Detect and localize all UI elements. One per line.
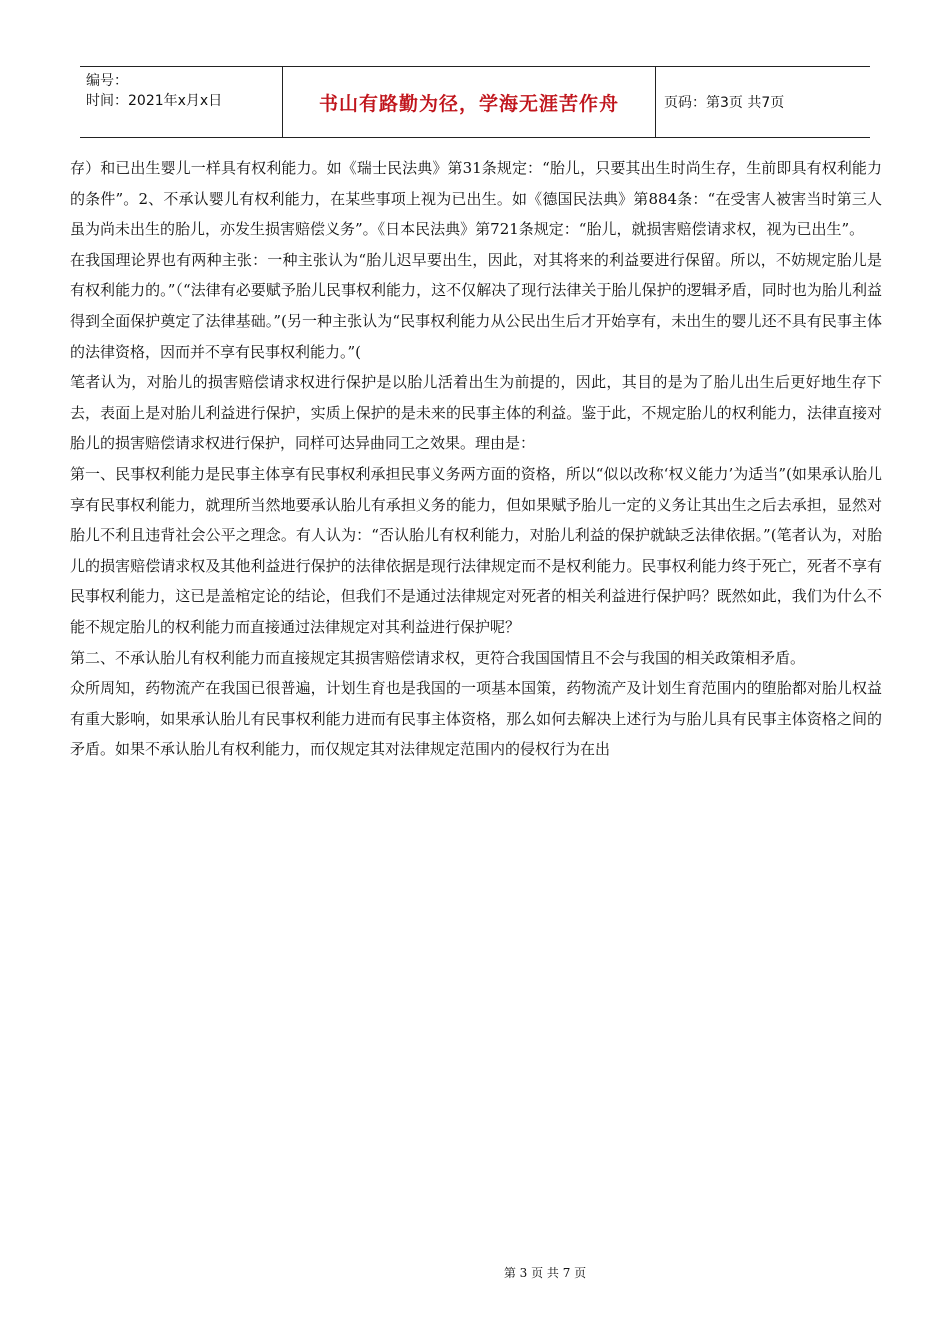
date-label: 时间：2021年x月x日	[86, 93, 223, 109]
paragraph: 存）和已出生婴儿一样具有权利能力。如《瑞士民法典》第31条规定：“胎儿，只要其出生时尚生存，生前即具有权利能力的条件”。2、不承认婴儿有权利能力，在某些事项上视为已出生。如《德国民法典》第884条：“在受害人被害当时第三人虽为尚未出生的胎儿，亦发生损害赔偿义务”。《日本民法典》第721条规定：“胎儿，就损害赔偿请求权，视为已出生”。	[70, 159, 882, 239]
paragraph: 在我国理论界也有两种主张：一种主张认为“胎儿迟早要出生，因此，对其将来的利益要进行保留。所以，不妨规定胎儿是有权利能力的。”（“法律有必要赋予胎儿民事权利能力，这不仅解决了现行法律关于胎儿保护的逻辑矛盾，同时也为胎儿利益得到全面保护奠定了法律基础。”(另一种主张认为“民事权利能力从公民出生后才开始享有，未出生的婴儿还不具有民事主体的法律资格，因而并不享有民事权利能力。”(	[70, 250, 882, 361]
motto: 书山有路勤为径，学海无涯苦作舟	[318, 92, 619, 115]
paragraph: 众所周知，药物流产在我国已很普遍，计划生育也是我国的一项基本国策，药物流产及计划生育范围内的堕胎都对胎儿权益有重大影响，如果承认胎儿有民事权利能力进而有民事主体资格，那么如何去解决上述行为与胎儿具有民事主体资格之间的矛盾。如果不承认胎儿有权利能力，而仅规定其对法律规定范围内的侵权行为在出	[70, 679, 882, 759]
header-meta	[80, 67, 283, 137]
page-header	[80, 66, 870, 138]
header-motto-cell	[283, 67, 656, 137]
document-body	[70, 153, 882, 765]
page-footer	[0, 1264, 950, 1281]
header-page-cell	[656, 67, 870, 137]
paragraph: 第二、不承认胎儿有权利能力而直接规定其损害赔偿请求权，更符合我国国情且不会与我国的相关政策相矛盾。	[70, 648, 806, 667]
paragraph: 笔者认为，对胎儿的损害赔偿请求权进行保护是以胎儿活着出生为前提的，因此，其目的是为了胎儿出生后更好地生存下去，表面上是对胎儿利益进行保护，实质上保护的是未来的民事主体的利益。鉴于此，不规定胎儿的权利能力，法律直接对胎儿的损害赔偿请求权进行保护，同样可达异曲同工之效果。理由是：	[70, 373, 882, 453]
serial-label: 编号：	[86, 73, 128, 89]
page-label: 页码：第3页 共7页	[664, 95, 785, 111]
paragraph: 第一、民事权利能力是民事主体享有民事权利承担民事义务两方面的资格，所以“似以改称‘权义能力’为适当”(如果承认胎儿享有民事权利能力，就理所当然地要承认胎儿有承担义务的能力，但如果赋予胎儿一定的义务让其出生之后去承担，显然对胎儿不利且违背社会公平之理念。有人认为：“否认胎儿有权利能力，对胎儿利益的保护就缺乏法律依据。”(笔者认为，对胎儿的损害赔偿请求权及其他利益进行保护的法律依据是现行法律规定而不是权利能力。民事权利能力终于死亡，死者不享有民事权利能力，这已是盖棺定论的结论，但我们不是通过法律规定对死者的相关利益进行保护吗？既然如此，我们为什么不能不规定胎儿的权利能力而直接通过法律规定对其利益进行保护呢？	[70, 464, 882, 636]
footer-page-number: 第 3 页 共 7 页	[503, 1266, 587, 1280]
